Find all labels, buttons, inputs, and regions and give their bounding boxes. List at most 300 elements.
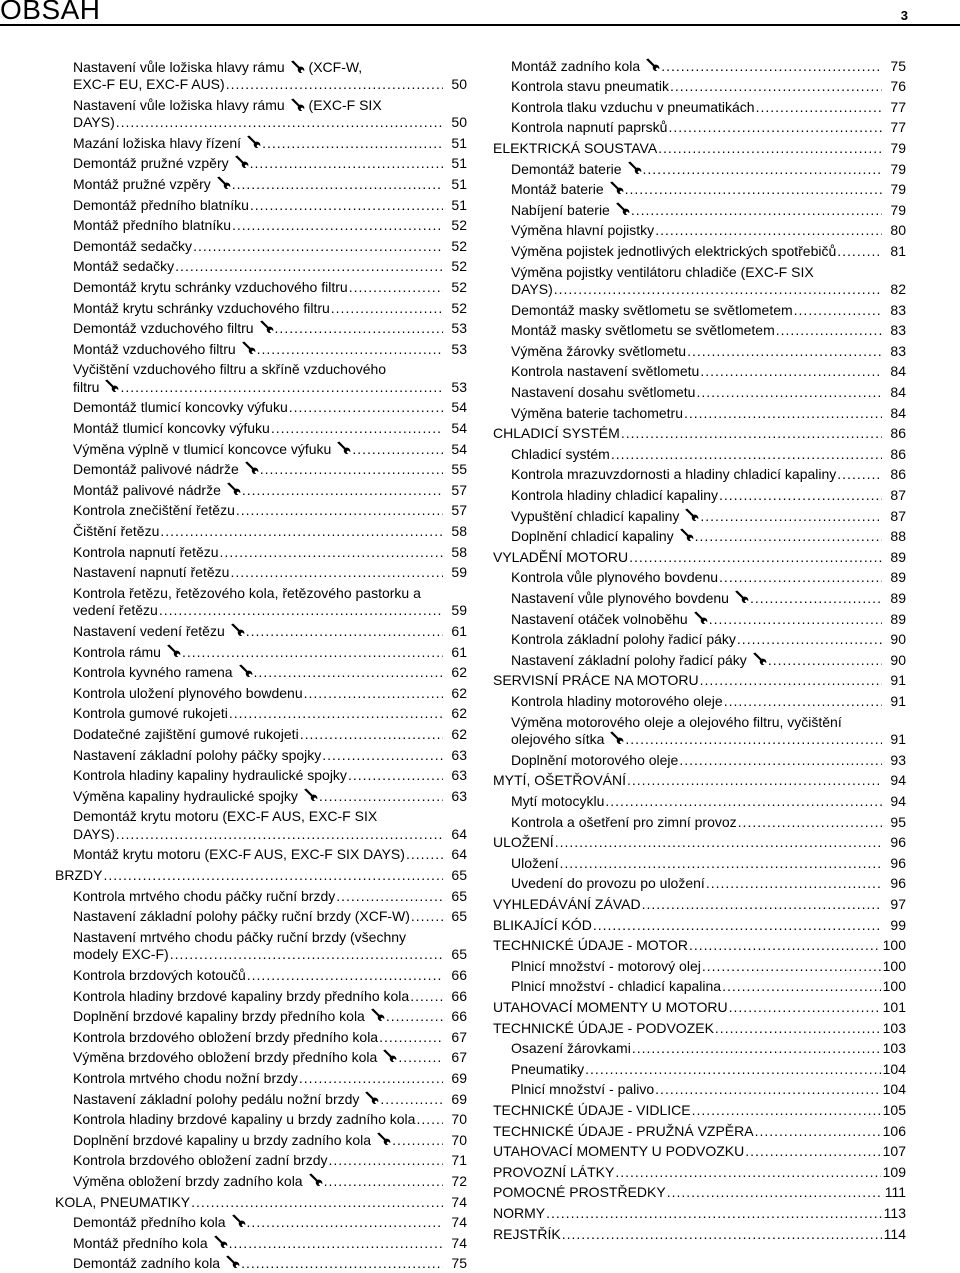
wrench-icon — [382, 1049, 397, 1062]
toc-entry[interactable] — [493, 58, 906, 76]
dot-leader — [322, 747, 443, 765]
toc-entry-title-line: Nastavení vůle ložiska hlavy rámu (EXC-F SIX — [73, 96, 382, 113]
toc-page-number: 89 — [890, 569, 906, 586]
toc-entry-title: TECHNICKÉ ÚDAJE - PODVOZEK — [493, 1019, 714, 1036]
toc-section[interactable] — [493, 999, 906, 1017]
toc-entry[interactable] — [493, 99, 906, 117]
toc-entry[interactable] — [55, 644, 467, 662]
wrench-icon — [225, 1255, 240, 1268]
wrench-icon — [241, 341, 256, 354]
toc-entry-title: Chladicí systém — [511, 445, 610, 462]
toc-entry-title: Doplnění motorového oleje — [511, 751, 679, 768]
toc-page-number: 104 — [882, 1060, 906, 1077]
toc-entry-title: BRZDY — [55, 867, 103, 883]
toc-entry[interactable] — [55, 176, 467, 194]
toc-page-number: 74 — [451, 1193, 467, 1210]
toc-entry-title: Pneumatiky — [511, 1060, 585, 1077]
toc-entry[interactable] — [493, 855, 906, 873]
toc-entry[interactable] — [55, 1173, 467, 1191]
toc-entry-title: Montáž předního blatníku — [73, 217, 231, 234]
toc-page-number: 104 — [882, 1081, 906, 1098]
toc-page-number: 88 — [890, 528, 906, 545]
toc-entry[interactable] — [55, 1111, 467, 1129]
toc-entry-title: Výměna kapaliny hydraulické spojky — [73, 787, 298, 804]
toc-page-number: 69 — [451, 1069, 467, 1086]
toc-entry[interactable] — [55, 461, 467, 479]
toc-entry[interactable] — [55, 967, 467, 985]
toc-section[interactable] — [493, 1102, 906, 1120]
dot-leader — [605, 793, 882, 811]
toc-page-number: 63 — [451, 767, 467, 784]
page-title: OBSAH — [0, 0, 101, 25]
wrench-icon — [679, 528, 694, 541]
toc-entry[interactable] — [493, 405, 906, 423]
toc-page-number: 84 — [890, 404, 906, 421]
toc-page-number: 62 — [451, 725, 467, 742]
toc-entry[interactable] — [55, 300, 467, 318]
toc-entry[interactable] — [55, 482, 467, 500]
toc-page-number: 51 — [451, 155, 467, 172]
toc-entry-title: Nastavení otáček volnoběhu — [511, 610, 688, 627]
toc-page-number: 71 — [451, 1152, 467, 1169]
toc-entry[interactable] — [55, 341, 467, 359]
toc-page-number: 86 — [890, 466, 906, 483]
toc-entry[interactable] — [55, 279, 467, 297]
dot-leader — [319, 788, 443, 806]
toc-page-number: 67 — [451, 1049, 467, 1066]
toc-entry-title: Kontrola gumové rukojeti — [73, 705, 228, 722]
toc-entry[interactable] — [55, 747, 467, 765]
toc-entry-title: Výměna baterie tachometru — [511, 404, 683, 421]
toc-entry-title: VYLADĚNÍ MOTORU — [493, 548, 629, 565]
dot-leader — [254, 664, 443, 682]
toc-page-number: 66 — [451, 987, 467, 1004]
toc-entry-title: Kontrola napnutí paprsků — [511, 119, 668, 136]
toc-entry[interactable] — [55, 320, 467, 338]
toc-page-number: 79 — [890, 139, 906, 156]
toc-entry[interactable] — [55, 135, 467, 153]
toc-entry-title: Výměna pojistek jednotlivých elektrických spotřebičů — [511, 242, 837, 259]
toc-entry-title-line: Výměna motorového oleje a olejového filtru, vyčištění — [511, 713, 842, 730]
wrench-icon — [230, 623, 245, 636]
toc-entry[interactable] — [55, 1132, 467, 1150]
toc-entry-title: Výměna obložení brzdy zadního kola — [73, 1172, 303, 1189]
toc-section[interactable] — [493, 1143, 906, 1161]
wrench-icon — [615, 202, 630, 215]
toc-entry-title: REJSTŘÍK — [493, 1225, 561, 1242]
toc-entry[interactable] — [493, 264, 906, 299]
toc-entry[interactable] — [493, 508, 906, 526]
dot-leader — [629, 549, 882, 567]
wrench-icon — [238, 664, 253, 677]
dot-leader — [722, 978, 881, 996]
toc-entry-title: Výměna žárovky světlometu — [511, 342, 687, 359]
toc-entry[interactable] — [55, 1049, 467, 1067]
dot-leader — [689, 937, 881, 955]
dot-leader — [329, 1152, 444, 1170]
dot-leader — [745, 1143, 880, 1161]
toc-entry[interactable] — [55, 929, 467, 964]
toc-entry[interactable] — [55, 685, 467, 703]
toc-entry[interactable] — [493, 119, 906, 137]
wrench-icon — [734, 590, 749, 603]
toc-page-number: 52 — [451, 237, 467, 254]
dot-leader — [120, 379, 443, 397]
toc-entry-title: Kontrola brzdového obložení zadní brzdy — [73, 1152, 328, 1169]
toc-entry-title: Demontáž baterie — [511, 160, 622, 177]
toc-section[interactable] — [493, 1123, 906, 1141]
toc-page-number: 89 — [890, 610, 906, 627]
toc-entry[interactable] — [493, 1061, 906, 1079]
toc-section[interactable] — [493, 772, 906, 790]
toc-entry[interactable] — [55, 988, 467, 1006]
toc-entry[interactable] — [493, 652, 906, 670]
toc-entry-title: Kontrola hladiny kapaliny hydraulické spojky — [73, 767, 347, 784]
toc-entry[interactable] — [55, 502, 467, 520]
toc-entry[interactable] — [493, 384, 906, 402]
dot-leader — [667, 1184, 882, 1202]
toc-section[interactable] — [493, 834, 906, 852]
toc-section[interactable] — [493, 1184, 906, 1202]
toc-entry-title: NORMY — [493, 1204, 546, 1221]
toc-page-number: 54 — [451, 399, 467, 416]
toc-entry[interactable] — [493, 752, 906, 770]
toc-entry-title: Kontrola kyvného ramena — [73, 664, 233, 681]
dot-leader — [324, 1173, 443, 1191]
toc-section[interactable] — [493, 917, 906, 935]
dot-leader — [271, 420, 443, 438]
toc-entry-title: SERVISNÍ PRÁCE NA MOTORU — [493, 672, 699, 689]
toc-entry-title: CHLADICÍ SYSTÉM — [493, 425, 620, 442]
toc-entry-title: Montáž krytu schránky vzduchového filtru — [73, 299, 330, 316]
toc-entry[interactable] — [493, 693, 906, 711]
toc-section[interactable] — [493, 1164, 906, 1182]
toc-section[interactable] — [55, 867, 467, 885]
toc-entry-title: Nastavení základní polohy páčky ruční brzdy (XCF-W) — [73, 908, 410, 925]
dot-leader — [684, 405, 882, 423]
toc-page-number: 59 — [451, 602, 467, 619]
toc-entry[interactable] — [493, 78, 906, 96]
toc-entry-title: ULOŽENÍ — [493, 834, 554, 851]
toc-page-number: 96 — [890, 854, 906, 871]
toc-entry-title: Demontáž vzduchového filtru — [73, 320, 254, 337]
toc-entry[interactable] — [493, 590, 906, 608]
toc-entry[interactable] — [55, 767, 467, 785]
toc-entry[interactable] — [493, 302, 906, 320]
toc-page-number: 66 — [451, 966, 467, 983]
toc-entry[interactable] — [55, 623, 467, 641]
toc-entry-title: modely EXC-F) — [73, 946, 169, 963]
dot-leader — [159, 602, 443, 620]
toc-entry-title: Doplnění chladicí kapaliny — [511, 528, 674, 545]
toc-entry[interactable] — [493, 631, 906, 649]
toc-entry-title: Plnicí množství - palivo — [511, 1081, 655, 1098]
toc-page-number: 53 — [451, 320, 467, 337]
dot-leader — [719, 569, 882, 587]
toc-entry-title: Nastavení vedení řetězu — [73, 622, 225, 639]
dot-leader — [562, 1226, 882, 1244]
toc-entry[interactable] — [55, 97, 467, 132]
toc-entry[interactable] — [55, 1214, 467, 1232]
toc-entry-title: Plnicí množství - chladicí kapalina — [511, 978, 722, 995]
toc-page-number: 75 — [451, 1255, 467, 1272]
toc-page-number: 84 — [890, 363, 906, 380]
toc-entry[interactable] — [55, 726, 467, 744]
dot-leader — [702, 958, 881, 976]
toc-entry[interactable] — [493, 446, 906, 464]
toc-page-number: 66 — [451, 1008, 467, 1025]
dot-leader — [386, 1008, 443, 1026]
toc-entry[interactable] — [493, 978, 906, 996]
wrench-icon — [364, 1091, 379, 1104]
wrench-icon — [290, 60, 305, 73]
toc-entry-title: UTAHOVACÍ MOMENTY U MOTORU — [493, 998, 728, 1015]
toc-page-number: 51 — [451, 196, 467, 213]
toc-page-number: 105 — [882, 1101, 906, 1118]
toc-section[interactable] — [493, 140, 906, 158]
toc-page-number: 86 — [890, 445, 906, 462]
toc-page-number: 91 — [890, 672, 906, 689]
toc-entry[interactable] — [55, 1235, 467, 1253]
toc-page-number: 77 — [890, 98, 906, 115]
dot-leader — [182, 644, 443, 662]
dot-leader — [627, 772, 882, 790]
toc-entry[interactable] — [55, 1255, 467, 1273]
toc-entry[interactable] — [55, 399, 467, 417]
toc-entry-title: Montáž vzduchového filtru — [73, 340, 236, 357]
toc-entry[interactable] — [493, 1081, 906, 1099]
toc-entry[interactable] — [493, 161, 906, 179]
toc-entry-title: Demontáž předního blatníku — [73, 196, 249, 213]
toc-entry-title: DAYS) — [73, 114, 115, 131]
toc-entry[interactable] — [493, 322, 906, 340]
toc-page-number: 62 — [451, 705, 467, 722]
toc-entry-title: olejového sítka — [511, 731, 605, 748]
toc-entry[interactable] — [55, 564, 467, 582]
page-number: 3 — [900, 8, 908, 23]
toc-entry-title: UTAHOVACÍ MOMENTY U PODVOZKU — [493, 1143, 745, 1160]
toc-entry-title-line: Nastavení vůle ložiska hlavy rámu (XCF-W, — [73, 58, 363, 75]
toc-entry-title: Demontáž krytu schránky vzduchového filtru — [73, 278, 348, 295]
toc-entry-title: Kontrola mrtvého chodu páčky ruční brzdy — [73, 887, 336, 904]
toc-entry[interactable] — [55, 441, 467, 459]
toc-section[interactable] — [493, 672, 906, 690]
toc-entry-title: Mytí motocyklu — [511, 792, 605, 809]
toc-page-number: 55 — [451, 461, 467, 478]
toc-entry-title: EXC-F EU, EXC-F AUS) — [73, 76, 225, 92]
toc-entry[interactable] — [55, 1070, 467, 1088]
toc-section[interactable] — [493, 1226, 906, 1244]
toc-page-number: 91 — [890, 693, 906, 709]
dot-leader — [331, 300, 443, 318]
toc-entry[interactable] — [493, 814, 906, 832]
dot-leader — [655, 1081, 880, 1099]
toc-entry-title: Kontrola a ošetření pro zimní provoz — [511, 813, 737, 830]
toc-entry[interactable] — [55, 523, 467, 541]
toc-entry[interactable] — [55, 846, 467, 864]
dot-leader — [706, 875, 882, 893]
dot-leader — [642, 896, 882, 914]
toc-entry-title: Nastavení napnutí řetězu — [73, 564, 230, 581]
toc-entry-title: Demontáž předního kola — [73, 1214, 226, 1231]
toc-entry[interactable] — [55, 544, 467, 562]
toc-entry-title: Nastavení základní polohy páčky spojky — [73, 746, 322, 763]
toc-entry[interactable] — [55, 705, 467, 723]
toc-page-number: 114 — [883, 1225, 906, 1242]
toc-entry-title: Nastavení základní polohy pedálu nožní brzdy — [73, 1090, 360, 1107]
toc-entry[interactable] — [55, 1008, 467, 1026]
toc-entry-title: KOLA, PNEUMATIKY — [55, 1193, 191, 1210]
toc-entry-title: Demontáž palivové nádrže — [73, 461, 239, 478]
toc-entry[interactable] — [55, 238, 467, 256]
toc-entry[interactable] — [55, 808, 467, 843]
dot-leader — [352, 441, 443, 459]
toc-entry[interactable] — [55, 217, 467, 235]
toc-page-number: 54 — [451, 440, 467, 457]
wrench-icon — [370, 1008, 385, 1021]
toc-page-number: 53 — [451, 340, 467, 357]
toc-entry[interactable] — [493, 875, 906, 893]
toc-entry[interactable] — [493, 487, 906, 505]
wrench-icon — [609, 731, 624, 744]
toc-page-number: 79 — [890, 160, 906, 177]
toc-page-number: 63 — [451, 746, 467, 763]
toc-entry-title: Demontáž sedačky — [73, 237, 193, 254]
toc-entry-title: Nastavení základní polohy řadicí páky — [511, 651, 747, 668]
toc-section[interactable] — [493, 549, 906, 567]
dot-leader — [229, 705, 443, 723]
toc-entry-title-line: Kontrola řetězu, řetězového kola, řetězového pastorku a — [73, 584, 421, 601]
toc-entry[interactable] — [493, 714, 906, 749]
toc-entry[interactable] — [493, 569, 906, 587]
toc-page-number: 57 — [451, 502, 467, 519]
toc-entry[interactable] — [55, 361, 467, 396]
toc-entry[interactable] — [55, 1029, 467, 1047]
toc-section[interactable] — [493, 896, 906, 914]
toc-entry[interactable] — [493, 528, 906, 546]
toc-page-number: 79 — [890, 201, 906, 218]
wrench-icon — [244, 461, 259, 474]
toc-entry[interactable] — [55, 1091, 467, 1109]
toc-entry-title: Čištění řetězu — [73, 523, 160, 539]
toc-page-number: 62 — [451, 664, 467, 681]
dot-leader — [738, 814, 882, 832]
dot-leader — [700, 672, 882, 690]
dot-leader — [230, 564, 443, 582]
toc-entry[interactable] — [55, 888, 467, 906]
dot-leader — [398, 1049, 443, 1067]
toc-page-number: 52 — [451, 258, 467, 275]
toc-section[interactable] — [55, 1194, 467, 1212]
toc-entry-title-line: Výměna pojistky ventilátoru chladiče (EXC-F SIX — [511, 263, 814, 280]
toc-entry-title: Uložení — [511, 854, 559, 871]
toc-entry[interactable] — [55, 585, 467, 620]
toc-page-number: 96 — [890, 875, 906, 892]
toc-entry[interactable] — [493, 466, 906, 484]
dot-leader — [229, 1235, 443, 1253]
toc-entry[interactable] — [55, 908, 467, 926]
toc-entry[interactable] — [493, 363, 906, 381]
toc-page-number: 76 — [890, 78, 906, 95]
toc-entry-title: Montáž palivové nádrže — [73, 481, 221, 498]
toc-page-number: 111 — [884, 1184, 906, 1201]
wrench-icon — [259, 320, 274, 333]
toc-entry[interactable] — [55, 258, 467, 276]
toc-entry-title: Montáž pružné vzpěry — [73, 175, 211, 192]
toc-entry[interactable] — [55, 788, 467, 806]
dot-leader — [236, 502, 443, 520]
dot-leader — [250, 155, 443, 173]
dot-leader — [555, 834, 882, 852]
wrench-icon — [213, 1235, 228, 1248]
toc-page-number: 80 — [890, 222, 906, 239]
toc-entry[interactable] — [493, 222, 906, 240]
toc-entry[interactable] — [55, 420, 467, 438]
toc-page-number: 52 — [451, 278, 467, 295]
toc-entry-title: Kontrola stavu pneumatik — [511, 78, 669, 95]
dot-leader — [103, 867, 443, 885]
toc-page-number: 86 — [890, 425, 906, 442]
toc-page-number: 58 — [451, 523, 467, 539]
dot-leader — [768, 652, 882, 670]
dot-leader — [719, 487, 882, 505]
toc-entry[interactable] — [493, 793, 906, 811]
toc-entry[interactable] — [493, 611, 906, 629]
dot-leader — [679, 752, 882, 770]
toc-page-number: 96 — [890, 834, 906, 851]
toc-entry[interactable] — [55, 1152, 467, 1170]
toc-page-number: 95 — [890, 813, 906, 830]
dot-leader — [226, 76, 443, 94]
toc-page-number: 72 — [451, 1172, 467, 1189]
dot-leader — [631, 202, 882, 220]
toc-entry-title: Doplnění brzdové kapaliny u brzdy zadního kola — [73, 1131, 372, 1148]
toc-entry[interactable] — [493, 202, 906, 220]
toc-section[interactable] — [493, 1020, 906, 1038]
dot-leader — [709, 611, 882, 629]
toc-entry[interactable] — [493, 343, 906, 361]
dot-leader — [379, 1029, 443, 1047]
toc-entry[interactable] — [55, 197, 467, 215]
toc-entry-title: Kontrola uložení plynového bowdenu — [73, 684, 303, 701]
toc-page-number: 74 — [451, 1234, 467, 1251]
toc-page-number: 51 — [451, 134, 467, 151]
toc-section[interactable] — [493, 425, 906, 443]
toc-page-number: 64 — [451, 846, 467, 863]
toc-page-number: 54 — [451, 420, 467, 436]
toc-entry-title: Montáž baterie — [511, 181, 604, 198]
toc-entry[interactable] — [493, 181, 906, 199]
toc-entry-title: filtru — [73, 378, 100, 395]
toc-entry[interactable] — [55, 155, 467, 173]
toc-entry[interactable] — [493, 243, 906, 261]
toc-entry-title: Kontrola mrtvého chodu nožní brzdy — [73, 1069, 298, 1086]
toc-entry[interactable] — [55, 59, 467, 94]
toc-entry[interactable] — [493, 958, 906, 976]
toc-page-number: 83 — [890, 322, 906, 339]
dot-leader — [625, 731, 882, 749]
toc-section[interactable] — [493, 937, 906, 955]
toc-page-number: 87 — [890, 487, 906, 503]
toc-entry-title: Demontáž pružné vzpěry — [73, 155, 229, 172]
toc-section[interactable] — [493, 1205, 906, 1223]
wrench-icon — [627, 161, 642, 174]
wrench-icon — [609, 181, 624, 194]
toc-entry[interactable] — [493, 1040, 906, 1058]
toc-entry-title: Montáž zadního kola — [511, 57, 641, 74]
toc-entry[interactable] — [55, 664, 467, 682]
dot-leader — [170, 946, 443, 964]
